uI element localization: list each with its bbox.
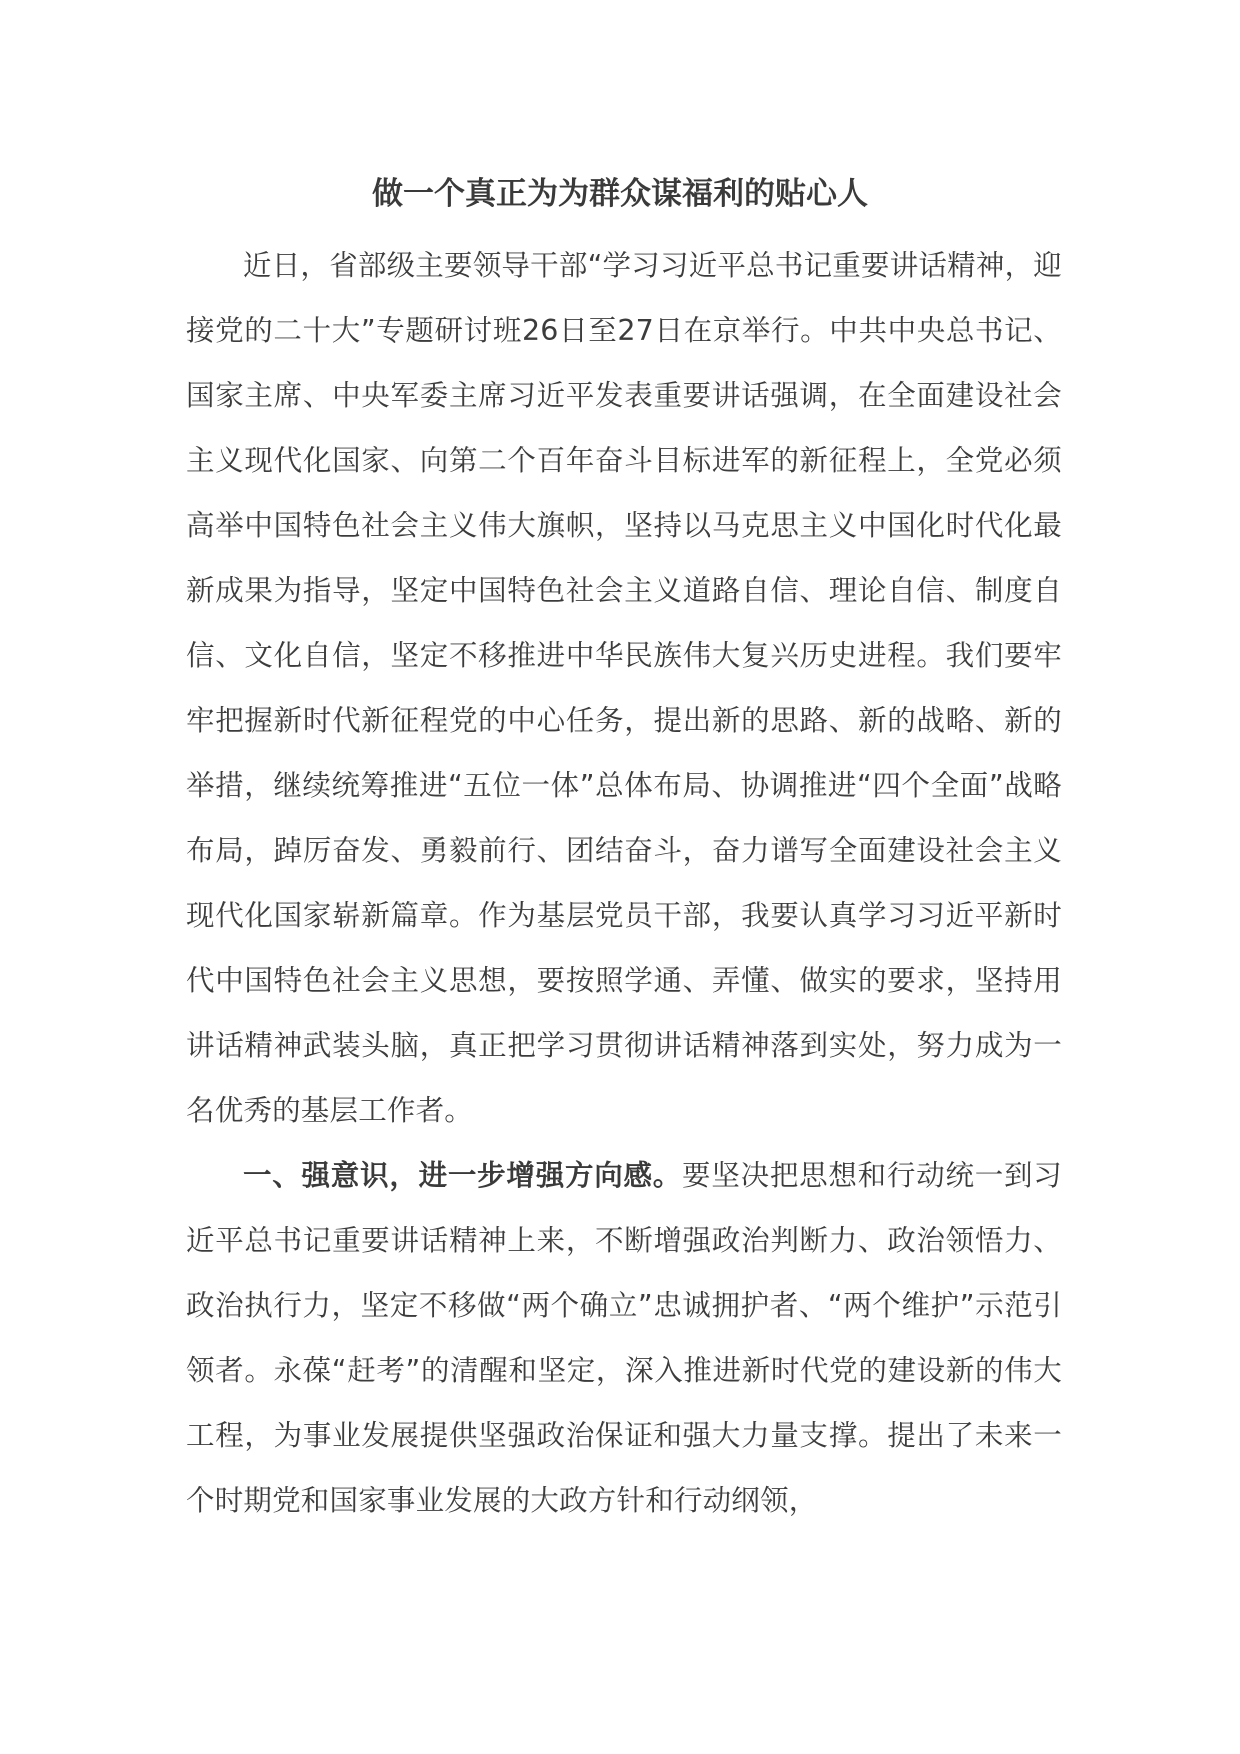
section-1-paragraph [186,1143,1062,1533]
intro-paragraph: 近日，省部级主要领导干部“学习习近平总书记重要讲话精神，迎接党的二十大”专题研讨班26日至27日在京举行。中共中央总书记、国家主席、中央军委主席习近平发表重要讲话强调，在全面建设社会主义现代化国家、向第二个百年奋斗目标进军的新征程上，全党必须高举中国特色社会主义伟大旗帜，坚持以马克思主义中国化时代化最新成果为指导，坚定中国特色社会主义道路自信、理论自信、制度自信、文化自信，坚定不移推进中华民族伟大复兴历史进程。我们要牢牢把握新时代新征程党的中心任务，提出新的思路、新的战略、新的举措，继续统筹推进“五位一体”总体布局、协调推进“四个全面”战略布局，踔厉奋发、勇毅前行、团结奋斗，奋力谱写全面建设社会主义现代化国家崭新篇章。作为基层党员干部，我要认真学习习近平新时代中国特色社会主义思想，要按照学通、弄懂、做实的要求，坚持用讲话精神武装头脑，真正把学习贯彻讲话精神落到实处，努力成为一名优秀的基层工作者。 [186,249,1062,1127]
document-title: 做一个真正为为群众谋福利的贴心人 [372,176,868,212]
section-1-body: 要坚决把思想和行动统一到习近平总书记重要讲话精神上来，不断增强政治判断力、政治领悟力、政治执行力，坚定不移做“两个确立”忠诚拥护者、“两个维护”示范引领者。永葆“赶考”的清醒和坚定，深入推进新时代党的建设新的伟大工程，为事业发展提供坚强政治保证和强大力量支撑。提出了未来一个时期党和国家事业发展的大政方针和行动纲领， [186,1159,1062,1517]
section-1-heading: 一、强意识，进一步增强方向感。 [243,1159,683,1192]
document-body [186,233,1062,1533]
